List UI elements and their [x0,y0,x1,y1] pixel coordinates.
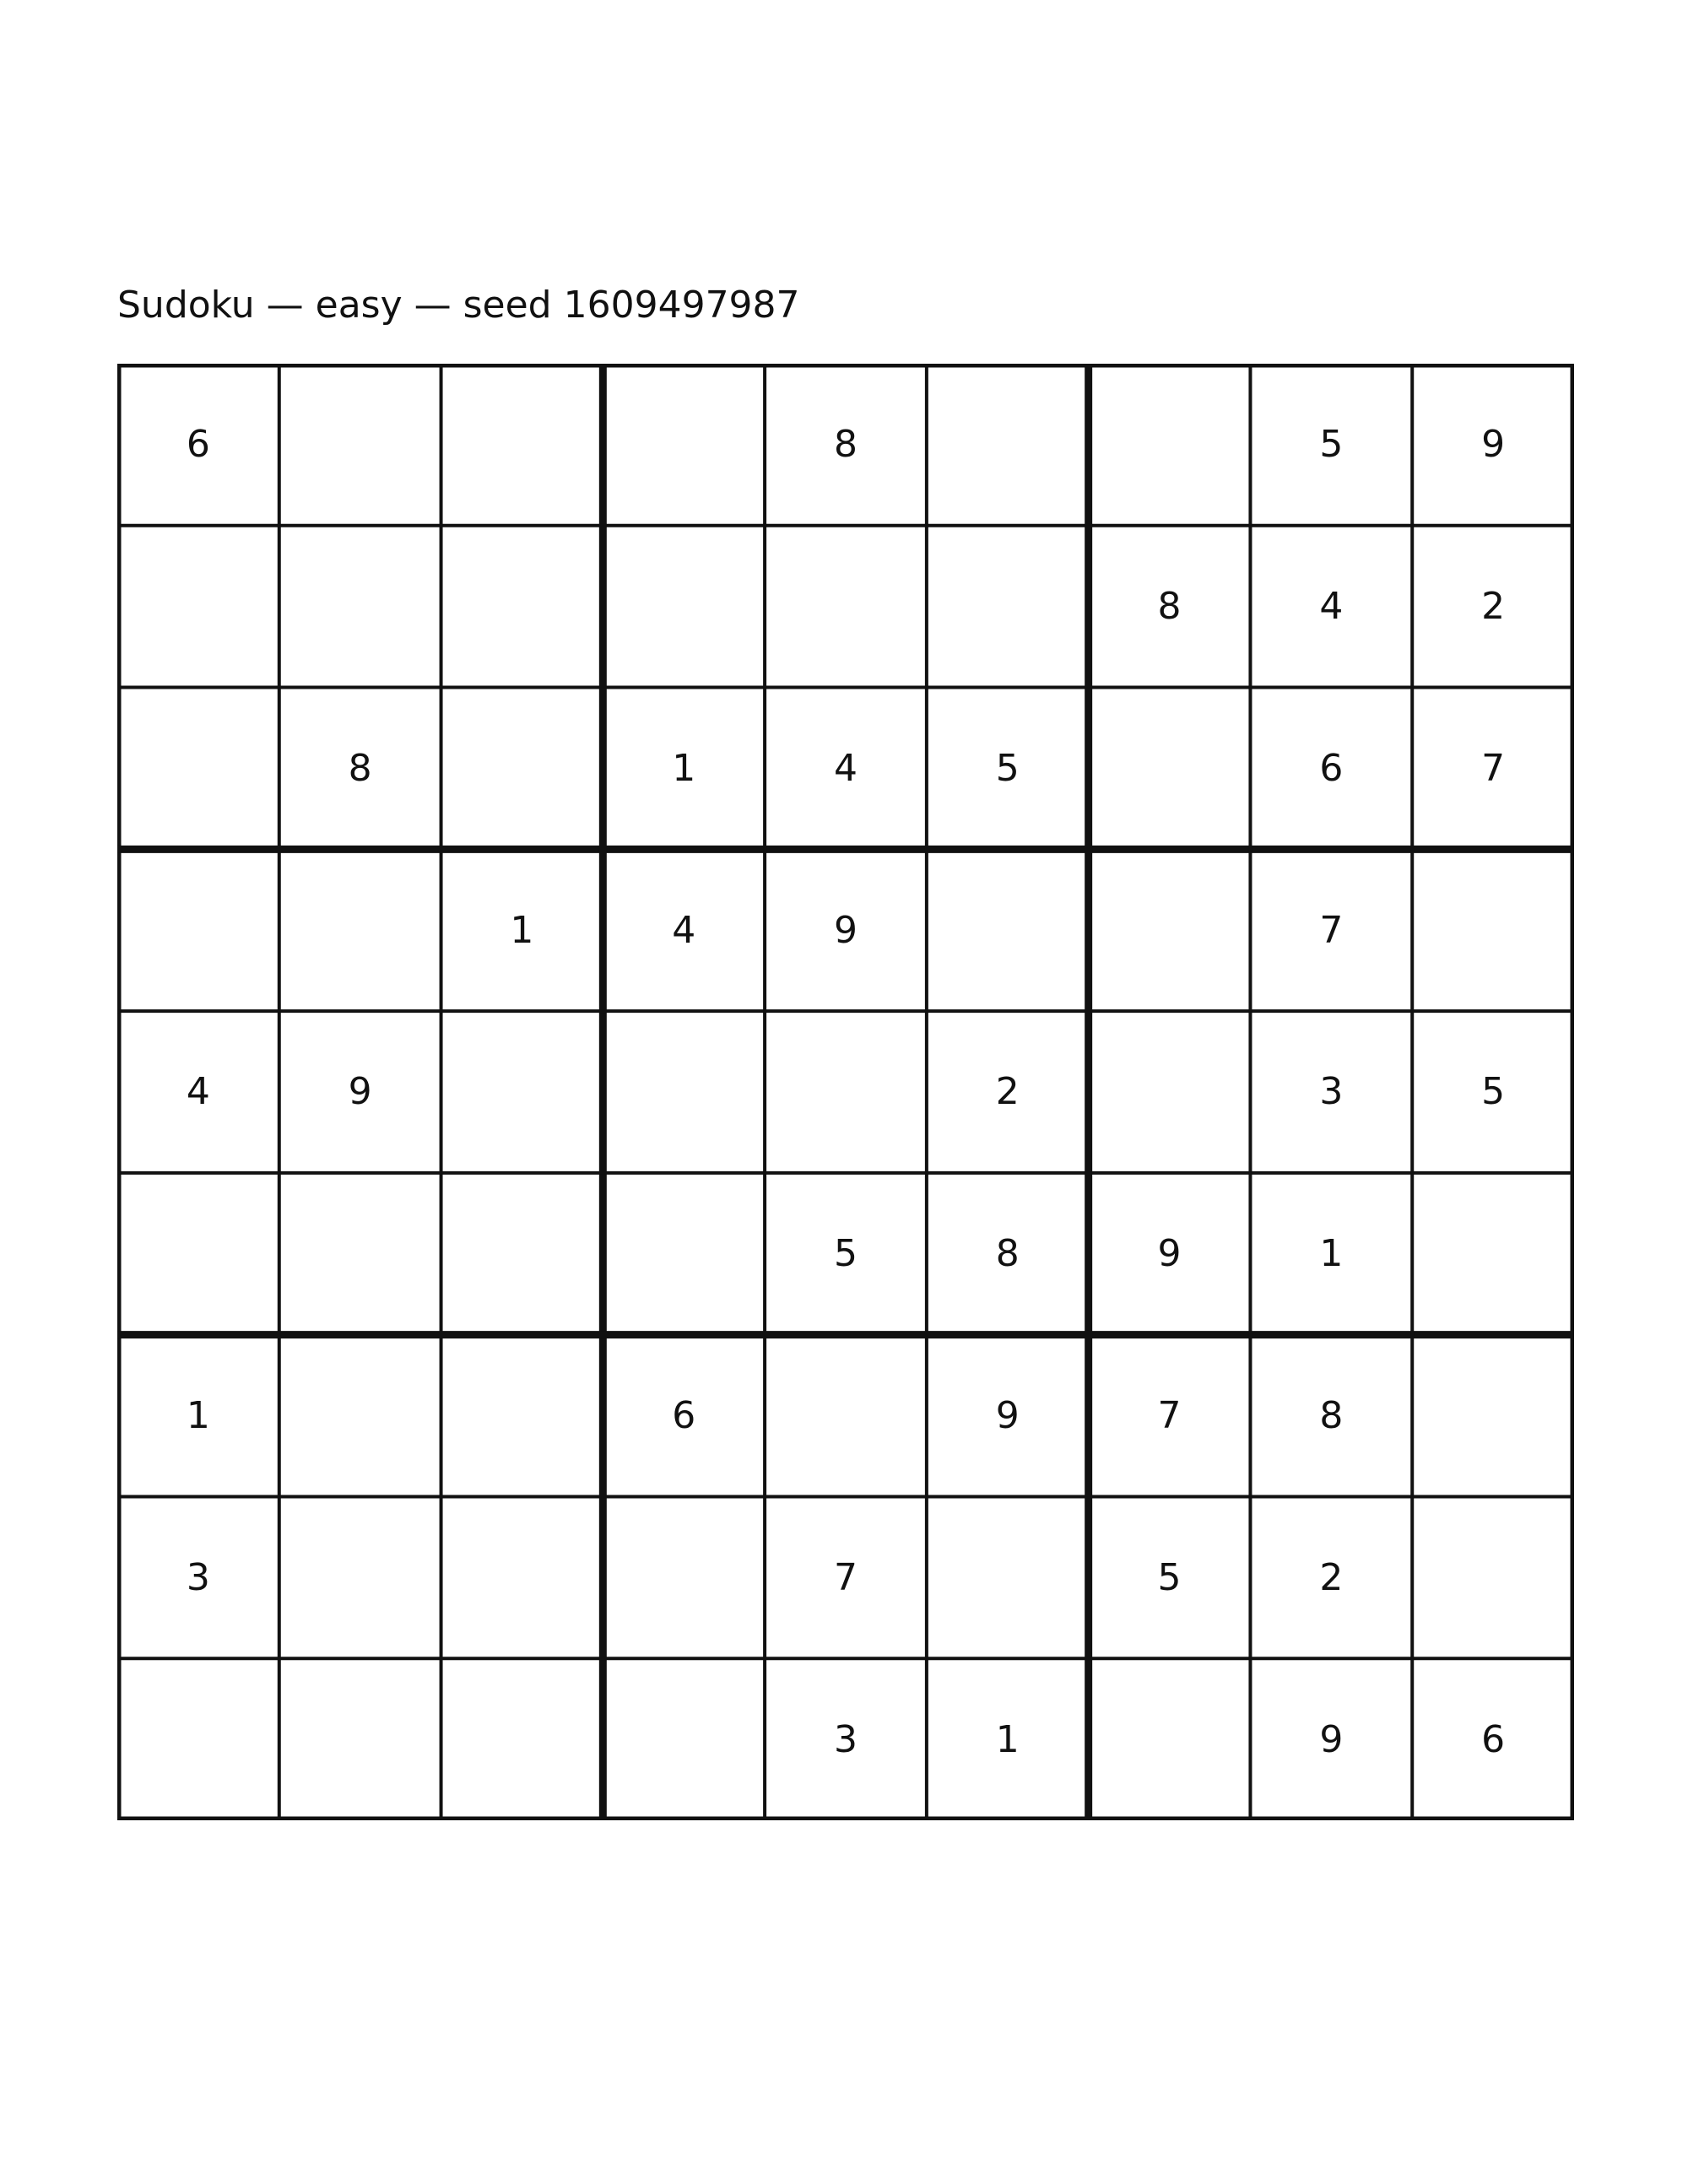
empty-cell-r5c5[interactable] [765,1011,927,1173]
given-cell-r4c3: 1 [510,908,534,952]
empty-cell-r3c1[interactable] [117,688,279,850]
empty-cell-r8c6[interactable] [927,1496,1089,1658]
given-cell-r7c7: 7 [1157,1394,1182,1438]
empty-cell-r7c2[interactable] [279,1335,441,1497]
empty-cell-r7c3[interactable] [441,1335,603,1497]
given-cell-r5c6: 2 [995,1070,1020,1114]
empty-cell-r1c2[interactable] [279,364,441,526]
given-cell-r7c4: 6 [672,1394,696,1438]
given-cell-r3c9: 7 [1481,746,1506,790]
empty-cell-r2c6[interactable] [927,526,1089,688]
empty-cell-r1c4[interactable] [603,364,765,526]
given-cell-r5c2: 9 [348,1070,372,1114]
empty-cell-r6c2[interactable] [279,1173,441,1335]
empty-cell-r2c2[interactable] [279,526,441,688]
given-cell-r2c8: 4 [1319,585,1344,629]
empty-cell-r4c1[interactable] [117,849,279,1011]
given-cell-r8c7: 5 [1157,1555,1182,1599]
given-cell-r7c1: 1 [186,1394,210,1438]
sudoku-board [117,364,1574,1820]
empty-cell-r9c1[interactable] [117,1658,279,1820]
empty-cell-r5c3[interactable] [441,1011,603,1173]
given-cell-r9c9: 6 [1481,1717,1506,1761]
given-cell-r3c5: 4 [833,746,858,790]
given-cell-r9c8: 9 [1319,1717,1344,1761]
given-cell-r5c1: 4 [186,1070,210,1114]
empty-cell-r6c3[interactable] [441,1173,603,1335]
empty-cell-r1c3[interactable] [441,364,603,526]
given-cell-r5c8: 3 [1319,1070,1344,1114]
empty-cell-r2c1[interactable] [117,526,279,688]
given-cell-r6c5: 5 [833,1232,858,1276]
empty-cell-r6c1[interactable] [117,1173,279,1335]
empty-cell-r7c9[interactable] [1412,1335,1574,1497]
given-cell-r1c1: 6 [186,423,210,467]
given-cell-r5c9: 5 [1481,1070,1506,1114]
empty-cell-r4c2[interactable] [279,849,441,1011]
empty-cell-r6c9[interactable] [1412,1173,1574,1335]
given-cell-r3c6: 5 [995,746,1020,790]
empty-cell-r6c4[interactable] [603,1173,765,1335]
empty-cell-r1c6[interactable] [927,364,1089,526]
given-cell-r4c8: 7 [1319,908,1344,952]
given-cell-r1c5: 8 [833,423,858,467]
empty-cell-r9c3[interactable] [441,1658,603,1820]
empty-cell-r2c4[interactable] [603,526,765,688]
empty-cell-r8c9[interactable] [1412,1496,1574,1658]
given-cell-r8c1: 3 [186,1555,210,1599]
empty-cell-r9c7[interactable] [1089,1658,1251,1820]
given-cell-r8c5: 7 [833,1555,858,1599]
empty-cell-r4c7[interactable] [1089,849,1251,1011]
empty-cell-r2c3[interactable] [441,526,603,688]
given-cell-r2c9: 2 [1481,585,1506,629]
empty-cell-r1c7[interactable] [1089,364,1251,526]
page-title: Sudoku — easy — seed 1609497987 [117,284,800,327]
given-cell-r4c4: 4 [672,908,696,952]
empty-cell-r8c3[interactable] [441,1496,603,1658]
empty-cell-r2c5[interactable] [765,526,927,688]
given-cell-r9c5: 3 [833,1717,858,1761]
given-cell-r9c6: 1 [995,1717,1020,1761]
given-cell-r3c8: 6 [1319,746,1344,790]
given-cell-r3c4: 1 [672,746,696,790]
given-cell-r4c5: 9 [833,908,858,952]
given-cell-r6c6: 8 [995,1232,1020,1276]
empty-cell-r4c6[interactable] [927,849,1089,1011]
given-cell-r6c7: 9 [1157,1232,1182,1276]
empty-cell-r9c4[interactable] [603,1658,765,1820]
given-cell-r7c8: 8 [1319,1394,1344,1438]
empty-cell-r3c3[interactable] [441,688,603,850]
empty-cell-r5c4[interactable] [603,1011,765,1173]
empty-cell-r9c2[interactable] [279,1658,441,1820]
given-cell-r1c9: 9 [1481,423,1506,467]
empty-cell-r5c7[interactable] [1089,1011,1251,1173]
given-cell-r6c8: 1 [1319,1232,1344,1276]
given-cell-r2c7: 8 [1157,585,1182,629]
empty-cell-r7c5[interactable] [765,1335,927,1497]
empty-cell-r4c9[interactable] [1412,849,1574,1011]
given-cell-r7c6: 9 [995,1394,1020,1438]
empty-cell-r8c4[interactable] [603,1496,765,1658]
given-cell-r3c2: 8 [348,746,372,790]
empty-cell-r3c7[interactable] [1089,688,1251,850]
given-cell-r1c8: 5 [1319,423,1344,467]
empty-cell-r8c2[interactable] [279,1496,441,1658]
given-cell-r8c8: 2 [1319,1555,1344,1599]
